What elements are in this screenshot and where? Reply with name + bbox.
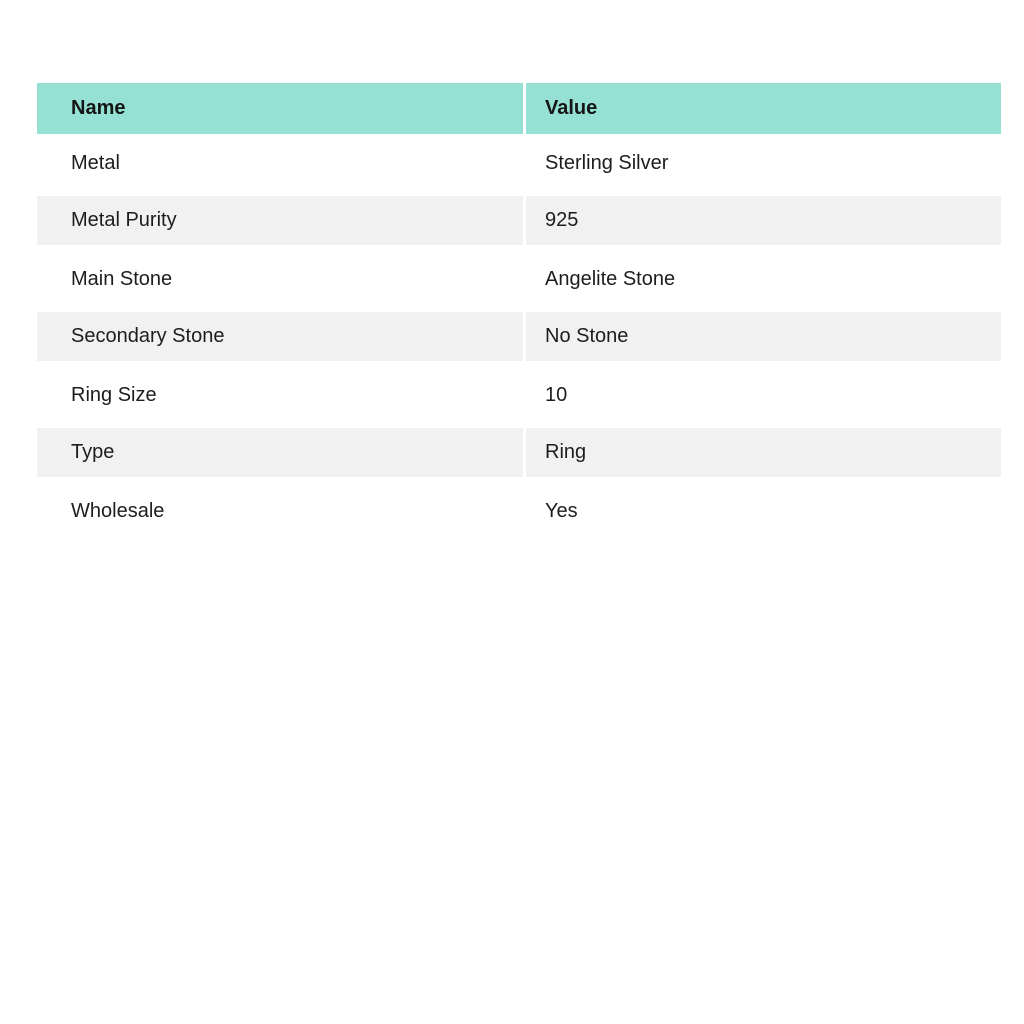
row-value: Sterling Silver — [545, 151, 669, 174]
row-value: No Stone — [526, 308, 1001, 366]
row-name: Wholesale — [71, 499, 165, 522]
row-name: Ring Size — [71, 383, 157, 406]
row-name: Metal — [71, 151, 120, 174]
row-name: Main Stone — [71, 267, 173, 290]
column-header-value: Value — [526, 83, 1001, 134]
table-row-type — [37, 424, 1001, 482]
column-header-name: Name — [37, 83, 523, 134]
table-row-main-stone — [37, 250, 1001, 308]
row-value: Angelite Stone — [545, 267, 676, 290]
row-value: Ring — [526, 424, 1001, 482]
table-header-row — [37, 83, 1001, 134]
row-name: Metal Purity — [37, 192, 523, 250]
product-specs-table — [37, 83, 1001, 540]
row-name: Type — [37, 424, 523, 482]
table-row-metal-purity — [37, 192, 1001, 250]
table-row-wholesale — [37, 482, 1001, 540]
row-value: 925 — [526, 192, 1001, 250]
table-row-metal — [37, 134, 1001, 192]
table-row-ring-size — [37, 366, 1001, 424]
row-value: 10 — [545, 383, 568, 406]
row-name: Secondary Stone — [37, 308, 523, 366]
row-value: Yes — [545, 499, 578, 522]
table-row-secondary-stone — [37, 308, 1001, 366]
